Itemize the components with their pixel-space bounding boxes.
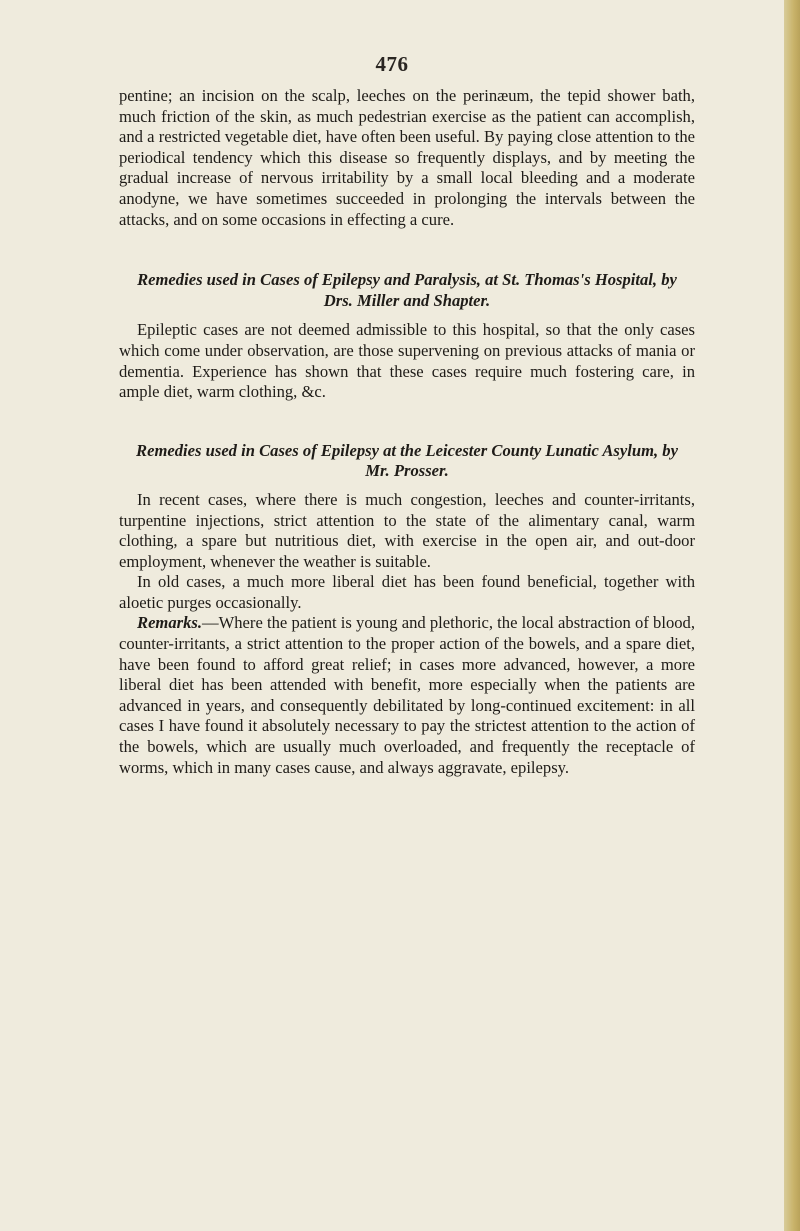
section-paragraph-st-thomas: Epileptic cases are not deemed admissible to this hospital, so that the only cases which come under observation, are those supervening on previous attacks of mania or dementia. Experience has shown that these cases require much fostering care, in ample diet, warm clothing, &c. — [119, 320, 695, 402]
section-heading-leicester: Remedies used in Cases of Epilepsy at the Leicester County Lunatic Asylum, by Mr. Prosser. — [136, 440, 678, 481]
opening-paragraph: pentine; an incision on the scalp, leeches on the perinæum, the tepid shower bath, much friction of the skin, as much pedestrian exercise as the patient can accomplish, and a restricted vegetable diet, have often been useful. By paying close attention to the periodical tendency which this disease so frequently displays, and by meeting the gradual increase of nervous irritability by a small local bleeding and a moderate anodyne, we have sometimes succeeded in prolonging the intervals between the attacks, and on some occasions in effecting a cure. — [119, 86, 695, 229]
section-heading-st-thomas: Remedies used in Cases of Epilepsy and Paralysis, at St. Thomas's Hospital, by Drs. Miller and Shapter. — [137, 270, 677, 310]
remarks-text: —Where the patient is young and plethoric, the local abstraction of blood, counter-irritants, a strict attention to the proper action of the bowels, and a spare diet, have been found to afford great relief; in cases more advanced, however, a more liberal diet has been attended with benefit, more especially when the patients are advanced in years, and consequently debilitated by long-continued excitement: in all cases I have found it absolutely necessary to pay the strictest attention to the action of the bowels, which are usually much overloaded, and frequently the receptacle of worms, which in many cases cause, and always aggravate, epilepsy. — [119, 613, 695, 777]
page-edge — [784, 0, 800, 1231]
section-paragraph-recent-cases: In recent cases, where there is much congestion, leeches and counter-irritants, turpentine injections, strict attention to the state of the alimentary canal, warm clothing, a spare but nutritious diet, with exercise in the open air, and out-door employment, whenever the weather is suitable. — [119, 489, 695, 571]
page-number: 476 — [375, 52, 409, 76]
remarks-paragraph — [119, 613, 695, 778]
page-body — [119, 86, 695, 778]
section-paragraph-old-cases: In old cases, a much more liberal diet has been found beneficial, together with aloetic purges occasionally. — [119, 572, 695, 612]
remarks-label: Remarks. — [137, 613, 202, 633]
